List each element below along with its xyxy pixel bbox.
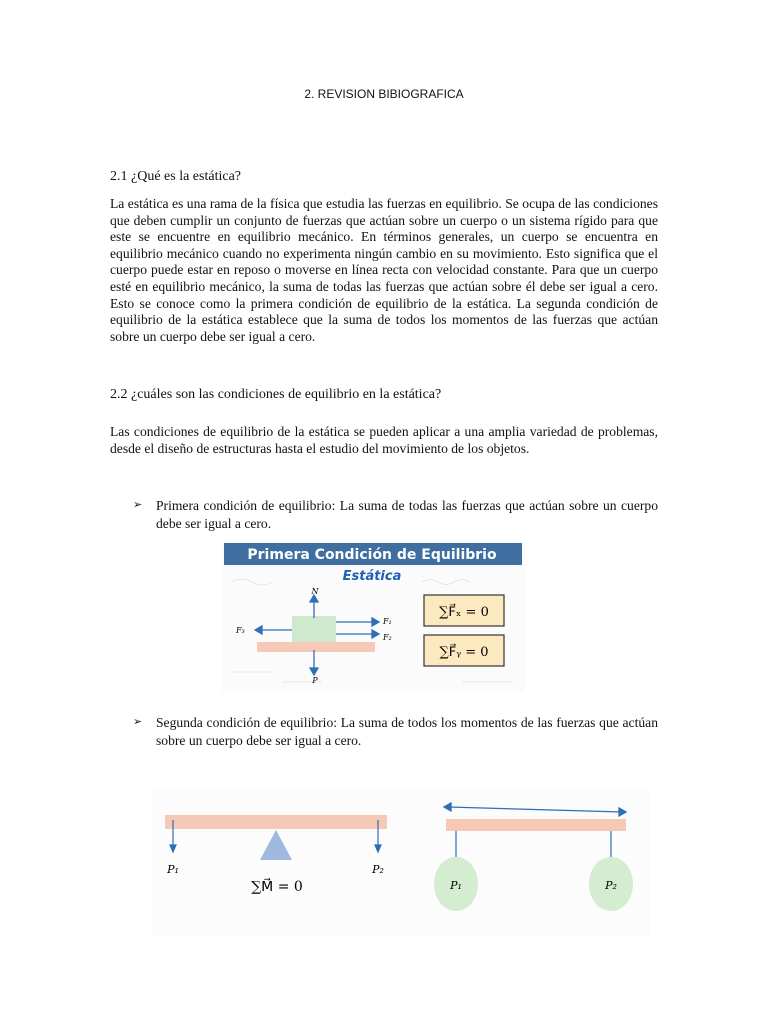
document-title: 2. REVISION BIBIOGRAFICA <box>304 87 464 101</box>
figure2-right-beam <box>446 819 626 831</box>
figure-second-condition <box>152 790 650 936</box>
figure1-block <box>292 616 336 642</box>
figure1-label-F2: F₂ <box>383 633 392 642</box>
figure2-moment-eq: ∑M⃗ = 0 <box>251 879 303 895</box>
section-paragraph-2: Las condiciones de equilibrio de la estática se pueden aplicar a una amplia variedad de problemas, desde el diseño de estructuras hasta el estudio del movimiento de los objetos. <box>110 424 658 456</box>
bullet-item-2 <box>133 714 658 749</box>
figure2-left-P1: P₁ <box>167 863 179 876</box>
figure1-eq-x: ∑F⃗ₓ = 0 <box>439 605 489 620</box>
bullet-item-1 <box>133 497 658 532</box>
figure1-banner-title: Primera Condición de Equilibrio <box>247 547 497 563</box>
figure1-label-P: P <box>312 676 318 685</box>
figure1-label-N: N <box>311 587 319 596</box>
bullet-text-2: Segunda condición de equilibrio: La suma de todos los momentos de las fuerzas que actúan sobre un cuerpo debe ser igual a cero. <box>156 715 658 748</box>
figure2-right-P1: P₁ <box>450 879 462 892</box>
figure1-label-F3: F₃ <box>236 626 245 635</box>
bullet-text-1: Primera condición de equilibrio: La suma de todas las fuerzas que actúan sobre un cuerpo debe ser igual a cero. <box>156 498 658 531</box>
figure1-eq-y: ∑F⃗ᵧ = 0 <box>439 645 489 660</box>
section-heading-1: 2.1 ¿Qué es la estática? <box>110 169 241 184</box>
section-paragraph-1: La estática es una rama de la física que estudia las fuerzas en equilibrio. Se ocupa de las condiciones que deben cumplir un conjunto de fuerzas que actúan sobre un cuerpo o un sistema rígido para que este se encuentre en equilibrio mecánico. En términos generales, un cuerpo se encuentra en equilibrio mecánico cuando no experimenta ningún cambio en su movimiento. Esto significa que el cuerpo puede estar en reposo o moverse en línea recta con velocidad constante. Para que un cuerpo esté en equilibrio mecánico, la suma de todas las fuerzas que actúan sobre él debe ser igual a cero. Esto se conoce como la primera condición de equilibrio de la estática. La segunda condición de equilibrio de la estática establece que la suma de todos los momentos de las fuerzas que actúan sobre un cuerpo debe ser igual a cero. <box>110 196 658 344</box>
figure-first-condition <box>222 542 525 692</box>
bullet-arrow-icon: ➢ <box>133 716 143 728</box>
figure2-left-P2: P₂ <box>372 863 384 876</box>
bullet-arrow-icon: ➢ <box>133 499 143 511</box>
figure1-banner-subtitle: Estática <box>342 569 402 584</box>
figure2-left-beam <box>165 815 387 829</box>
figure1-label-F1: F₁ <box>383 617 392 626</box>
section-heading-2: 2.2 ¿cuáles son las condiciones de equilibrio en la estática? <box>110 387 442 402</box>
figure2-right-P2: P₂ <box>605 879 617 892</box>
figure1-surface <box>257 642 375 652</box>
